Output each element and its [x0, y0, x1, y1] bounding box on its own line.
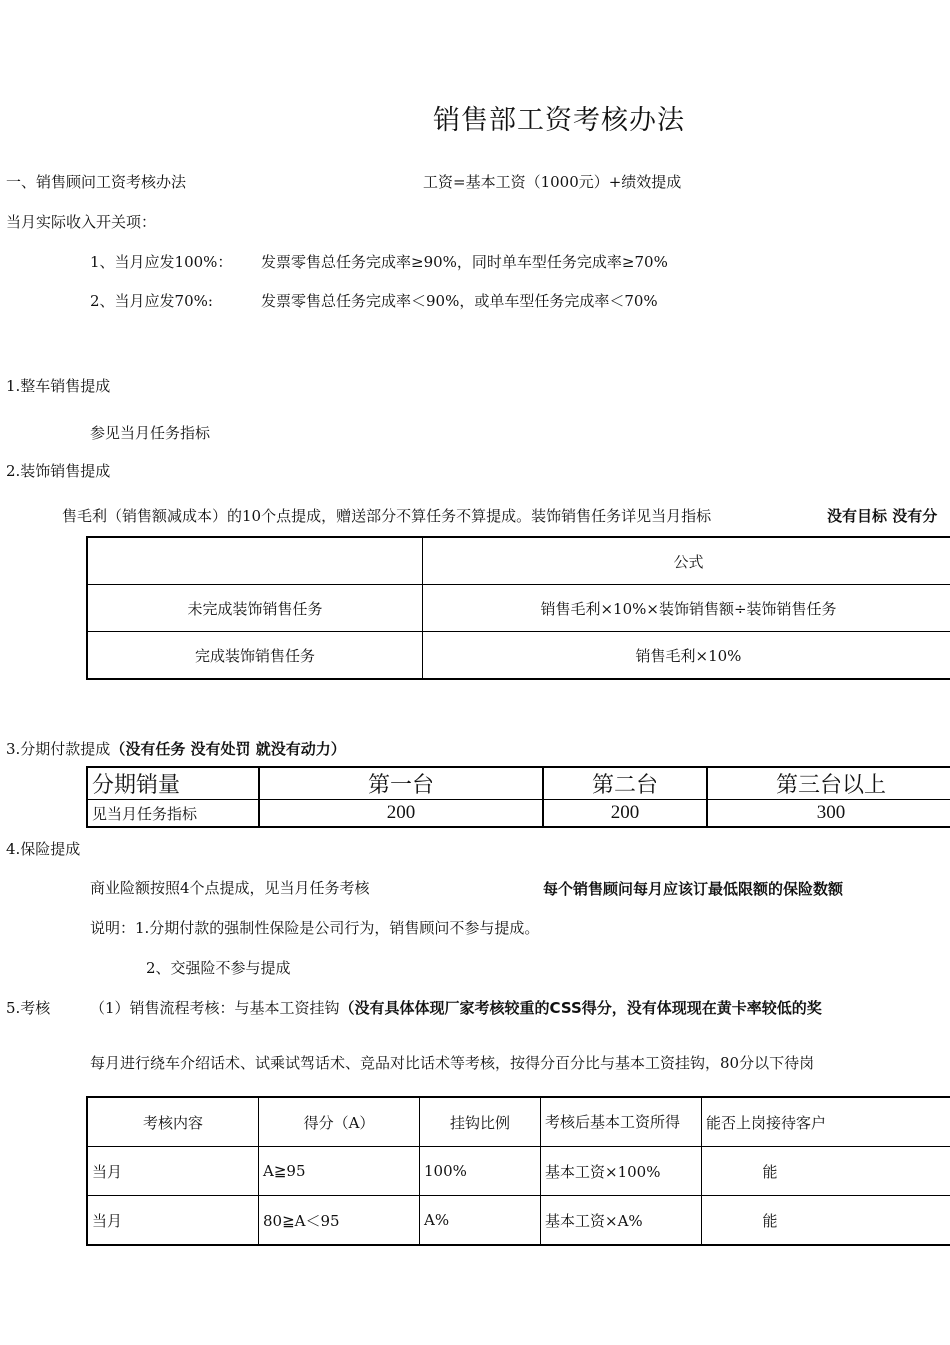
- table-cell: 见当月任务指标: [87, 800, 259, 828]
- table-header-cell: 第二台: [543, 767, 707, 800]
- item5-heading: 5.考核: [6, 999, 51, 1017]
- table-cell: 完成装饰销售任务: [87, 632, 423, 680]
- item4-explain1: 说明：1.分期付款的强制性保险是公司行为，销售顾问不参与提成。: [90, 919, 540, 937]
- table-row: [87, 632, 950, 680]
- item3-heading-text: 3.分期付款提成: [6, 740, 111, 758]
- table-header-cell: 考核后基本工资所得: [541, 1097, 702, 1147]
- table-cell: 100%: [420, 1147, 541, 1196]
- decoration-commission-table: [86, 536, 950, 680]
- rule1-label: 1、当月应发100%：: [90, 253, 233, 271]
- table-cell: 销售毛利×10%: [423, 632, 950, 680]
- item2-note: 没有目标 没有分: [827, 507, 938, 525]
- table-row: [87, 585, 950, 632]
- rule2-label: 2、当月应发70%:: [90, 292, 213, 310]
- section1-heading: 一、销售顾问工资考核办法: [6, 173, 187, 191]
- table-cell: 销售毛利×10%×装饰销售额÷装饰销售任务: [423, 585, 950, 632]
- page-title: 销售部工资考核办法: [433, 105, 685, 136]
- table-header-cell: 挂钩比例: [420, 1097, 541, 1147]
- assessment-table: [86, 1096, 950, 1246]
- salary-formula: 工资=基本工资（1000元）+绩效提成: [423, 173, 682, 191]
- table-cell: 200: [259, 800, 543, 828]
- table-cell: 当月: [87, 1147, 259, 1196]
- item4-explain2: 2、交强险不参与提成: [146, 959, 291, 977]
- table-cell: 基本工资×A%: [541, 1196, 702, 1246]
- table-header-cell: 得分（A）: [259, 1097, 420, 1147]
- rule2-text: 发票零售总任务完成率＜90%，或单车型任务完成率＜70%: [261, 292, 658, 310]
- item5-note: （没有具体体现厂家考核较重的CSS得分，没有体现现在黄卡率较低的奖: [339, 999, 822, 1017]
- item5-sub: [90, 997, 822, 1018]
- table-header-cell: 分期销量: [87, 767, 259, 800]
- table-cell: 未完成装饰销售任务: [87, 585, 423, 632]
- rule1-text: 发票零售总任务完成率≥90%，同时单车型任务完成率≥70%: [261, 253, 668, 271]
- table-cell: 80≧A＜95: [259, 1196, 420, 1246]
- table-cell: A≧95: [259, 1147, 420, 1196]
- table-header-row: [87, 537, 950, 585]
- item5-text: 每月进行绕车介绍话术、试乘试驾话术、竞品对比话术等考核，按得分百分比与基本工资挂钩，80分以下待岗: [90, 1054, 815, 1072]
- item4-text: 商业险额按照4个点提成，见当月任务考核: [90, 879, 370, 897]
- table-cell: 能: [702, 1147, 950, 1196]
- table-header-cell: 能否上岗接待客户: [702, 1097, 950, 1147]
- table-cell: A%: [420, 1196, 541, 1246]
- item1-heading: 1.整车销售提成: [6, 377, 111, 395]
- item4-note: 每个销售顾问每月应该订最低限额的保险数额: [543, 880, 844, 898]
- table-row: [87, 1196, 950, 1246]
- item5-sub-text: （1）销售流程考核：与基本工资挂钩: [90, 999, 340, 1017]
- item3-note: （没有任务 没有处罚 就没有动力）: [110, 740, 346, 758]
- table-cell: 300: [707, 800, 950, 828]
- table-cell: 当月: [87, 1196, 259, 1246]
- installment-table: [86, 766, 950, 828]
- table-header-cell: 第三台以上: [707, 767, 950, 800]
- table-header-cell: 公式: [423, 537, 950, 585]
- switch-heading: 当月实际收入开关项：: [6, 213, 157, 231]
- table-cell: 基本工资×100%: [541, 1147, 702, 1196]
- item2-heading: 2.装饰销售提成: [6, 462, 111, 480]
- table-row: [87, 800, 950, 828]
- table-cell: 200: [543, 800, 707, 828]
- table-row: [87, 1147, 950, 1196]
- item4-heading: 4.保险提成: [6, 840, 81, 858]
- table-header-row: [87, 767, 950, 800]
- table-header-row: [87, 1097, 950, 1147]
- table-header-cell: [87, 537, 423, 585]
- table-cell: 能: [702, 1196, 950, 1246]
- table-header-cell: 考核内容: [87, 1097, 259, 1147]
- item3-heading: [6, 738, 346, 759]
- item1-text: 参见当月任务指标: [90, 424, 211, 442]
- table-header-cell: 第一台: [259, 767, 543, 800]
- item2-text: 售毛利（销售额减成本）的10个点提成，赠送部分不算任务不算提成。装饰销售任务详见当月指标: [62, 507, 712, 525]
